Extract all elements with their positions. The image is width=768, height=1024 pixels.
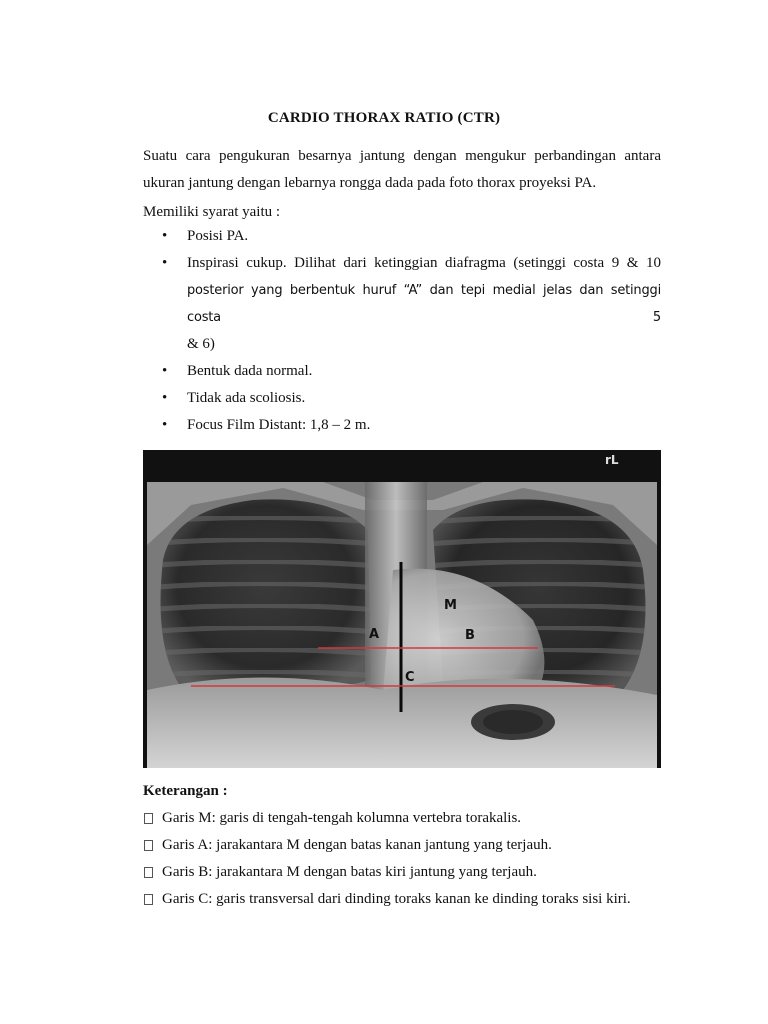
bullet-icon: •: [162, 417, 168, 433]
legend-item: [143, 886, 703, 913]
legend-item-text: Garis C: garis transversal dari dinding toraks kanan ke dinding toraks sisi kiri.: [162, 891, 631, 907]
list-item: [143, 412, 661, 439]
legend-item-text: Garis B: jarakantara M dengan batas kiri jantung yang terjauh.: [162, 864, 537, 880]
bullet-icon: •: [162, 363, 168, 379]
label-c: C: [405, 670, 415, 685]
list-item: [143, 250, 661, 358]
requirement-text: Posisi PA.: [187, 228, 249, 244]
requirements-intro: Memiliki syarat yaitu :: [143, 204, 281, 220]
checkbox-icon: [144, 867, 153, 878]
legend-item-text: Garis M: garis di tengah-tengah kolumna vertebra torakalis.: [162, 810, 522, 826]
legend-title: Keterangan :: [143, 783, 228, 799]
list-item: [143, 223, 661, 250]
requirement-text: Focus Film Distant: 1,8 – 2 m.: [187, 417, 371, 433]
chest-xray-image: [143, 450, 661, 768]
requirement-text-cont: & 6): [187, 336, 215, 352]
legend-item-text: Garis A: jarakantara M dengan batas kanan jantung yang terjauh.: [162, 837, 552, 853]
list-item: [143, 358, 661, 385]
bullet-icon: •: [162, 255, 168, 271]
checkbox-icon: [144, 840, 153, 851]
document-title: CARDIO THORAX RATIO (CTR): [267, 110, 501, 126]
legend-list: [143, 805, 703, 913]
list-item: [143, 385, 661, 412]
film-marker-label: rL: [605, 453, 619, 467]
label-a: A: [369, 627, 380, 642]
requirement-text: Tidak ada scoliosis.: [187, 390, 306, 406]
intro-line-1: Suatu cara pengukuran besarnya jantung dengan mengukur perbandingan antara: [143, 148, 661, 164]
checkbox-icon: [144, 813, 153, 824]
label-b: B: [465, 628, 475, 643]
requirements-list: [143, 223, 661, 439]
legend-item: [143, 805, 703, 832]
intro-line-2: ukuran jantung dengan lebarnya rongga dada pada foto thorax proyeksi PA.: [143, 175, 597, 191]
requirement-text: Bentuk dada normal.: [187, 363, 313, 379]
bullet-icon: •: [162, 228, 168, 244]
intro-paragraph: [143, 143, 661, 197]
checkbox-icon: [144, 894, 153, 905]
label-m: M: [444, 598, 457, 613]
requirement-text: Inspirasi cukup. Dilihat dari ketinggian diafragma (setinggi costa 9 & 10: [187, 255, 661, 271]
legend-item: [143, 859, 703, 886]
chest-xray-figure: [143, 450, 661, 768]
legend-item: [143, 832, 703, 859]
requirement-text-cont: posterior yang berbentuk huruf “A” dan tepi medial jelas dan setinggi costa 5: [187, 283, 661, 325]
bullet-icon: •: [162, 390, 168, 406]
